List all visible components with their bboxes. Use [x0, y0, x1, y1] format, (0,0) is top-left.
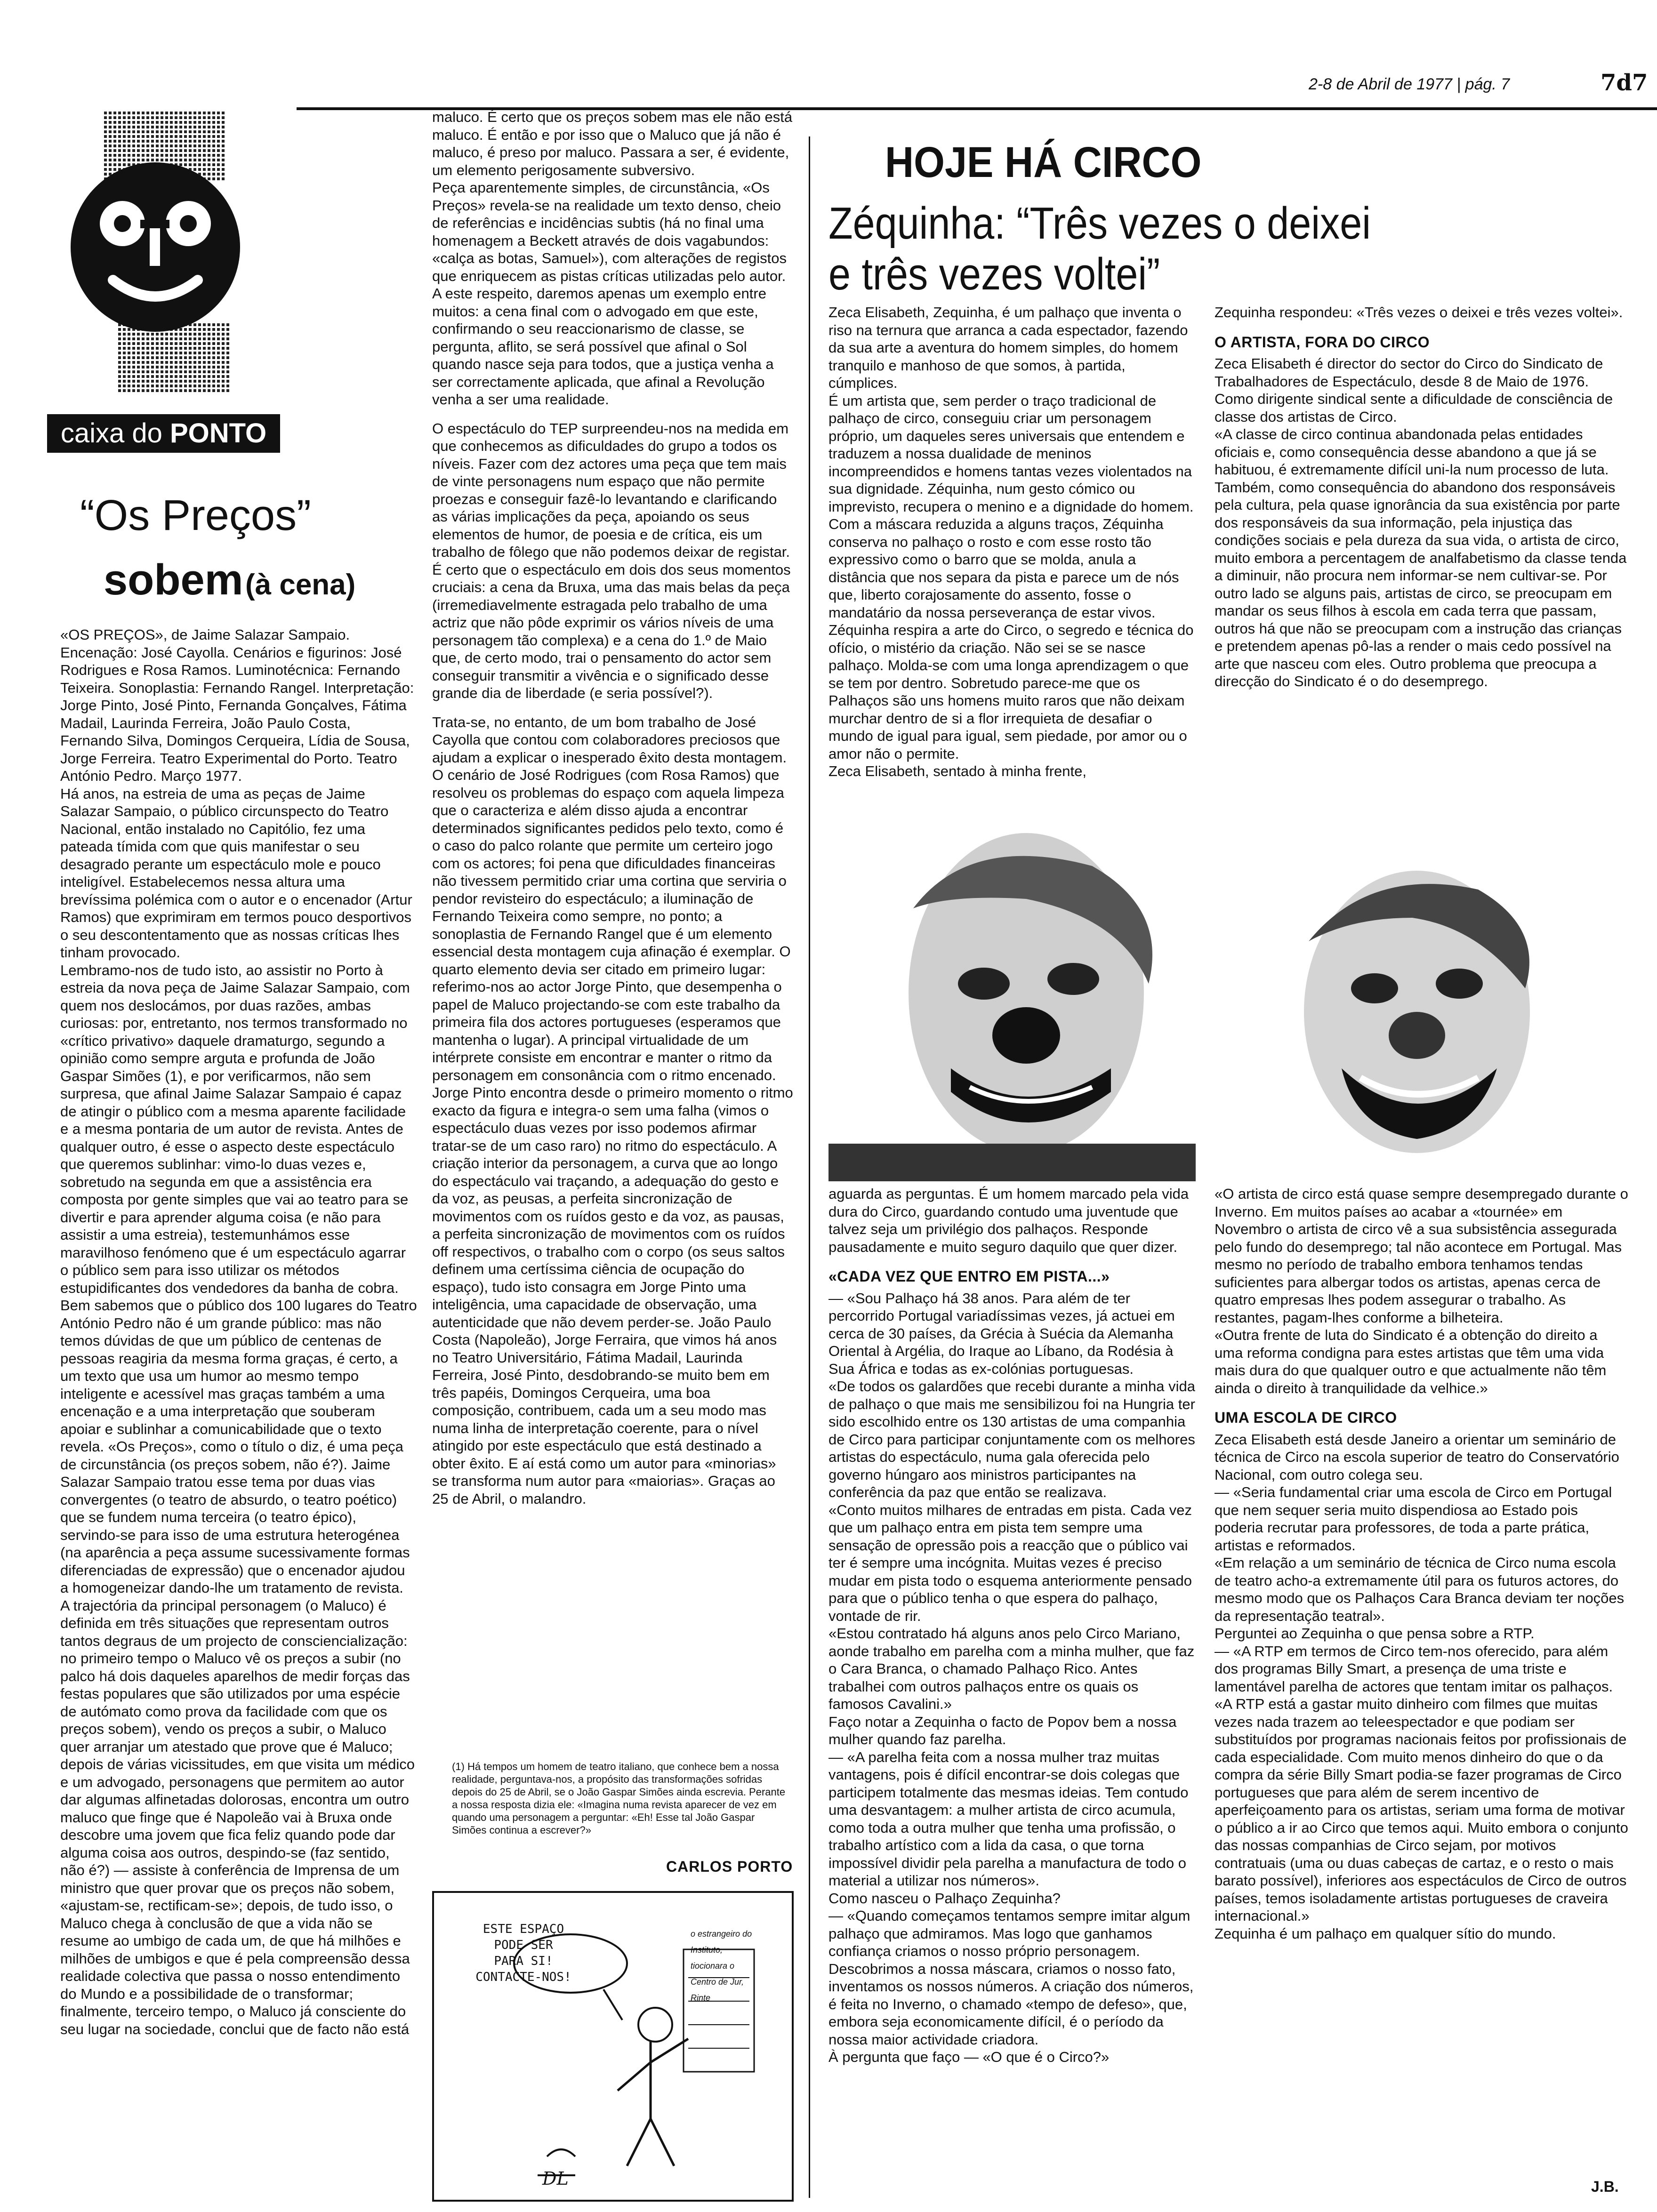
review-paragraph: O espectáculo do TEP surpreendeu-nos na medida em que conhecemos as dificuldades do grupo a todos os níveis. Fazer com dez actores uma peça que tem mais de vinte personagens num espaço que não permite proezas e conseguir fazê-lo levantando e clarificando as várias implicações da peça, apoiando os seus elementos de humor, de poesia e de crítica, eis um trabalho de fôlego que não podemos deixar de registar. É certo que o espectáculo em dois dos seus momentos cruciais: a cena da Bruxa, uma das mais belas da peça (irremediavelmente estragada pelo trabalho de uma actriz que não pôde exprimir os vários níveis de uma personagem tão complexa) e a cena do 1.º de Maio que, de certo modo, trai o pensamento do actor sem conseguir transmitir a vivência e o significado desse grande dia de liberdade (e seria possível?).	[432, 420, 791, 701]
masthead-issue: 2-8 de Abril de 1977 | pág. 7	[1309, 75, 1510, 93]
clown-photo-left	[828, 824, 1196, 1181]
ad-line: ESTE ESPAÇO	[483, 1922, 564, 1936]
column-label-plain: caixa do	[60, 418, 170, 449]
circus-paragraph: — «Sou Palhaço há 38 anos. Para além de ter percorrido Portugal variadíssimas vezes, já actuei em cerca de 30 países, da Grécia à Suécia da Alemanha Oriental à Argélia, do Iraque ao Líbano, da Rodésia à Sua África e todas as ex-colónias portuguesas.	[828, 1290, 1175, 1377]
column-logo-face-icon	[47, 111, 282, 412]
circus-paragraph: Zeca Elisabeth é director do sector do Circo do Sindicato de Trabalhadores de Espectáculo, desde 8 de Maio de 1976. Como dirigente sindical sente a dificuldade de consciência de classe dos artistas de Circo.	[1215, 355, 1613, 425]
review-paragraph: A trajectória da principal personagem (o Maluco) é definida em três situações que representam outros tantos degraus de um projecto de consciencialização: no primeiro tempo o Maluco vê os preços a subir (no palco há dois daqueles aparelhos de medir forças das festas populares que são utilizados por uma espécie de autómato como prova da facilidade com que os preços sobem), vendo os preços a subir, o Maluco quer arranjar um atestado que prove que é Maluco; depois de várias vicissitudes, em que visita um médico e um advogado, personagens que permitem ao autor dar algumas alfinetadas dolorosas, encontra um outro maluco que finge que é Napoleão vai à Bruxa onde descobre uma jovem que fica feliz quando pode dar alguma coisa aos outros, despindo-se (faz sentido, não é?) — assiste à conferência de Imprensa de um ministro que quer provar que os preços não sobem, «ajustam-se, rectificam-se»; depois, de tudo isso, o Maluco chega à conclusão de que a vida não se resume ao umbigo de cada um, de que há milhões e milhões de umbigos e que é pela compreensão dessa realidade colectiva que passa o nosso entendimento do Mundo e a possibilidade de o transformar; finalmente, terceiro tempo, o Maluco já consciente do seu lugar na sociedade, conclui que de facto não está	[60, 1597, 415, 2037]
column-divider	[809, 136, 810, 2198]
review-credits: «OS PREÇOS», de Jaime Salazar Sampaio. Encenação: José Cayolla. Cenários e figurinos: José Rodrigues e Rosa Ramos. Luminotécnica: Fernando Teixeira. Sonoplastia: Fernando Rangel. Interpretação: Jorge Pinto, José Pinto, Fernanda Gonçalves, Fátima Madail, Laurinda Ferreira, João Paulo Costa, Fernando Silva, Domingos Cerqueira, Lídia de Sousa, Jorge Ferreira. Teatro Experimental do Porto. Teatro António Pedro. Março 1977.	[60, 626, 414, 784]
review-paragraph: Há anos, na estreia de uma as peças de Jaime Salazar Sampaio, o público circunspecto do Teatro Nacional, então instalado no Capitólio, fez uma pateada tímida com que quis manifestar o seu desagrado perante um espectáculo mole e pouco inteligível. Estabelecemos nessa altura uma brevíssima polémica com o autor e o encenador (Artur Ramos) que exprimiram em termos pouco desportivos o seu descontentamento que as nossas críticas lhes tinham provocado.	[60, 785, 412, 961]
circus-column-4-top	[1215, 304, 1629, 868]
ad-line: CONTACTE-NOS!	[475, 1970, 571, 1984]
circus-column-4-bottom	[1215, 1185, 1629, 2192]
circus-paragraph: Zeca Elisabeth, sentado à minha frente,	[828, 763, 1086, 779]
circus-paragraph: Com a máscara reduzida a alguns traços, Zéquinha conserva no palhaço o rosto e com esse rosto tão expressivo como o barro que se molda, anula a distância que nos separa da pista e parece um de nós que, liberto corajosamente do assento, fosse o mandatário da nossa perseverança de estar vivos.	[828, 516, 1179, 621]
review-paragraph: maluco. É certo que os preços sobem mas ele não está maluco. É então e por isso que o Maluco que já não é maluco, é preso por maluco. Passara a ser, é evidente, um elemento perigosamente subversivo.	[432, 109, 793, 178]
ad-line: PARA SI!	[494, 1954, 553, 1968]
circus-paragraph: «Estou contratado há alguns anos pelo Circo Mariano, aonde trabalho em parelha com a minha mulher, que faz o Cara Branca, o chamado Palhaço Rico. Antes trabalhei com outros palhaços entre os quais os famosos Cavalini.»	[828, 1625, 1195, 1712]
review-title-line1: “Os Preços”	[80, 491, 311, 539]
circus-paragraph: — «A parelha feita com a nossa mulher traz muitas vantagens, pois é difícil encontrar-se dois colegas que participem totalmente das mesmas ideias. Tem contudo uma desvantagem: a mulher artista de circo acumula, como toda a outra mulher que tenha uma profissão, o trabalho artístico com a lida da casa, o que torna impossível dividir pela parelha a manufactura de todo o material a utilizar nos números».	[828, 1748, 1189, 1889]
circus-paragraph: Zequinha respondeu: «Três vezes o deixei e três vezes voltei».	[1215, 304, 1623, 321]
circus-paragraph: À pergunta que faço — «O que é o Circo?»	[828, 2049, 1110, 2065]
circus-paragraph: «Em relação a um seminário de técnica de Circo numa escola de teatro acho-a extremamente útil para os futuros actores, do mesmo modo que os Palhaços Cara Branca deviam ter noções da representação teatral».	[1215, 1555, 1625, 1624]
circus-paragraph: — «Quando começamos tentamos sempre imitar algum palhaço que admiramos. Mas logo que ganhamos confiança criamos o nosso próprio personagem. Descobrimos a nossa máscara, criamos o nosso fato, inventamos os nossos números. A criação dos números, é feita no Inverno, o chamado «tempo de defeso», que, embora seja economicamente difícil, é o período da nossa maior actividade criadora.	[828, 1907, 1194, 2048]
review-paragraph: Trata-se, no entanto, de um bom trabalho de José Cayolla que contou com colaboradores preciosos que ajudam a explicar o inesperado êxito desta montagem. O cenário de José Rodrigues (com Rosa Ramos) que resolveu os problemas do espaço com aquela limpeza que o caracteriza e além disso ajuda a encontrar determinados significantes pedidos pelo texto, como é o caso do palco rolante que permite um certeiro jogo com os actores; foi pena que dificuldades financeiras não tivessem permitido criar uma cortina que serviria o pendor revisteiro do espectáculo; a iluminação de Fernando Teixeira como sempre, no ponto; a sonoplastia de Fernando Rangel que é um elemento essencial desta montagem cuja afinação é exemplar. O quarto elemento devia ser citado em primeiro lugar: referimo-nos ao actor Jorge Pinto, que desempenha o papel de Maluco projectando-se com este trabalho da primeira fila dos actores portugueses (esperamos que mantenha o lugar). A principal virtualidade de um intérprete consiste em encontrar e manter o ritmo da personagem em consonância com o ritmo encenado. Jorge Pinto encontra desde o primeiro momento o ritmo exacto da figura e integra-o sem uma falha (vimos o espectáculo duas vezes por isso podemos afirmar tratar-se de um caso raro) no ritmo do espectáculo. A criação interior da personagem, a curva que ao longo do espectáculo vai traçando, a adequação do gesto e da voz, as peusas, a perfeita sincronização de movimentos com os ruídos gesto e da voz, as pausas, a perfeita sincronização de movimentos com os ruídos off respectivos, o trabalho com o corpo (os seus saltos definem uma certíssima ciência de ocupação do espaço), tudo isto consagra em Jorge Pinto uma inteligência, uma capacidade de observação, uma autenticidade que não devem perder-se. João Paulo Costa (Napoleão), Jorge Ferraira, que vimos há anos no Teatro Universitário, Fátima Madail, Laurinda Ferreira, José Pinto, desdobrando-se muito bem em três papéis, Domingos Cerqueira, uma boa composição, contribuem, cada um a seu modo mas numa linha de interpretação coerente, para o nível atingido por este espectáculo que está destinado a obter êxito. E aí está como um autor para «minorias» se transforma num autor para «maiorias». Graças ao 25 de Abril, o malandro.	[432, 713, 793, 1507]
review-column-2	[432, 108, 795, 1755]
circus-paragraph: É um artista que, sem perder o traço tradicional de palhaço de circo, conseguiu criar um personagem próprio, um daqueles seres universais que entendem e traduzem a nossa dualidade de meninos incompreendidos e homens tantas vezes violentados na sua dignidade. Zéquinha, num gesto cómico ou imprevisto, recupera o menino e a dignidade do homem.	[828, 392, 1194, 515]
ad-box[interactable]	[432, 1891, 794, 2202]
circus-paragraph: Zeca Elisabeth, Zequinha, é um palhaço que inventa o riso na ternura que arranca a cada espectador, fazendo da sua arte a aventura do homem simples, do homem tranquilo e manhoso de que somos, à partida, cúmplices.	[828, 304, 1188, 391]
circus-paragraph: Zéquinha respira a arte do Circo, o segredo e técnica do ofício, o mistério da criação. Não sei se se nasce palhaço. Molda-se com uma longa aprendizagem o que se tem por dentro. Sobretudo parece-me que os Palhaços são uns homens muito raros que não deixam murchar dentro de si a flor irrequieta de desafiar o mundo de igual para igual, sem piedade, por amor ou o amor não o permite.	[828, 622, 1194, 762]
circus-signature: J.B.	[1591, 2178, 1619, 2195]
circus-column-3-bottom	[828, 1185, 1196, 2202]
circus-paragraph: Perguntei ao Zequinha o que pensa sobre a RTP.	[1215, 1625, 1535, 1642]
clown-photo-right	[1215, 847, 1629, 1177]
circus-kicker: HOJE HÁ CIRCO	[885, 138, 1202, 186]
review-title-suffix: (à cena)	[245, 569, 356, 601]
circus-paragraph: «A classe de circo continua abandonada pelas entidades oficiais e, como consequência desse abandono a que já se habituou, é extremamente difícil uni-la num processo de luta. Também, como consequência do abandono dos responsáveis pela cultura, pela quase ignorância da sua existência por parte dos responsáveis da sua informação, pela injustiça das condições sociais e pela dureza da sua vida, o artista de circo, muito embora a percentagem de analfabetismo da classe tenda a diminuir, não procura nem informar-se nem cultivar-se. Por outro lado se alguns pais, artistas de circo, se preocupam em mandar os seus filhos à escola em cada terra que passam, outros há que não se preocupam com a instrução das crianças e pretendem apenas pô-las a render o mais cedo possível na arte que nasceu com eles. Outro problema que preocupa a direcção do Sindicato é o do desemprego.	[1215, 426, 1627, 689]
review-byline: CARLOS PORTO	[666, 1858, 793, 1875]
circus-paragraph: «Conto muitos milhares de entradas em pista. Cada vez que um palhaço entra em pista tem sempre uma sensação de opressão pois a reacção que o público vai ter é sempre uma incógnita. Muitas vezes é preciso mudar em pista todo o esquema anteriormente pensado para que o público tenha o que espera do palhaço, vontade de rir.	[828, 1501, 1192, 1624]
circus-paragraph: «De todos os galardões que recebi durante a minha vida de palhaço o que mais me sensibilizou foi na Hungria ter sido escolhido entre os 130 artistas de uma companhia de Circo para participar conjuntamente com os melhores artistas do espectáculo, numa gala oferecida pelo governo húngaro aos ministros participantes na conferência da paz que então se realizava.	[828, 1378, 1195, 1500]
svg-text:DL: DL	[542, 2168, 569, 2189]
circus-paragraph: Faço notar a Zequinha o facto de Popov bem a nossa mulher quando faz parelha.	[828, 1713, 1177, 1747]
circus-paragraph: Zeca Elisabeth está desde Janeiro a orientar um seminário de técnica de Circo na escola superior de teatro do Conservatório Nacional, com outro colega seu.	[1215, 1431, 1619, 1483]
circus-paragraph: — «A RTP em termos de Circo tem-nos oferecido, para além dos programas Billy Smart, a presença de uma triste e lamentável parelha de actores que tentam imitar os palhaços.	[1215, 1643, 1613, 1695]
circus-paragraph: «O artista de circo está quase sempre desempregado durante o Inverno. Em muitos países ao acabar a «tournée» em Novembro o artista de circo vê a sua subsistência assegurada pelo fundo do desemprego; tal não acontece em Portugal. Mas mesmo no período de trabalho embora tenhamos tendas suficientes para albergar todos os artistas, apenas cerca de quatro empresas lhes podem assegurar o trabalho. As restantes, pagam-lhes conforme a bilheteira.	[1215, 1186, 1628, 1326]
circus-paragraph: — «Seria fundamental criar uma escola de Circo em Portugal que nem sequer seria muito dispendiosa ao Estado pois poderia recrutar para professores, de toda a parte prática, artistas e reformados.	[1215, 1484, 1612, 1554]
review-title-line2	[104, 555, 355, 605]
ad-line: PODE SER	[494, 1938, 553, 1952]
circus-paragraph: Zequinha é um palhaço em qualquer sítio do mundo.	[1215, 1925, 1556, 1942]
review-footnote: (1) Há tempos um homem de teatro italiano, que conhece bem a nossa realidade, perguntava-nos, a propósito das transformações sofridas depois do 25 de Abril, se o João Gaspar Simões ainda escrevia. Perante a nossa resposta dizia ele: «Imagina numa revista aparecer de vez em quando uma personagem a perguntar: «Eh! Esse tal João Gaspar Simões continua a escrever?»	[452, 1761, 786, 1836]
circus-headline-line1: Zéquinha: “Três vezes o deixei	[828, 198, 1371, 248]
review-title-main: sobem	[104, 556, 243, 604]
circus-paragraph: Como nasceu o Palhaço Zequinha?	[828, 1890, 1061, 1907]
masthead-logo: 7d7	[1601, 70, 1648, 96]
circus-subheading: O ARTISTA, FORA DO CIRCO	[1215, 333, 1430, 351]
circus-subheading: UMA ESCOLA DE CIRCO	[1215, 1409, 1397, 1426]
circus-subheading: «CADA VEZ QUE ENTRO EM PISTA...»	[828, 1268, 1110, 1285]
review-column-1	[60, 626, 417, 2193]
ad-side-text: o estrangeiro do Instituto, tiocionara o Centro de Jur, Rinte	[691, 1929, 752, 2003]
column-label-bold: PONTO	[169, 418, 267, 449]
circus-paragraph: «A RTP está a gastar muito dinheiro com filmes que muitas vezes nada trazem ao teleespectador e que podiam ser substituídos por programas nacionais feitos por profissionais de cada especialidade. Com muito menos dinheiro do que o da compra da série Billy Smart podia-se fazer programas de Circo portugueses que para além de serem incentivo de aperfeiçoamento para os artistas, seriam uma forma de motivar o público a ir ao Circo que temos aqui. Muito embora o conjunto das nossas companhias de Circo sejam, por motivos contratuais (uma ou duas cabeças de cartaz, e o resto o mais barato possível), inferiores aos espectáculos de Circo de outros países, temos isoladamente artistas portugueses de craveira internacional.»	[1215, 1696, 1628, 1924]
review-paragraph: Peça aparentemente simples, de circunstância, «Os Preços» revela-se na realidade um texto denso, cheio de referências e incidências subtis (há no final uma homenagem a Beckett através de dois vagabundos: «calça as botas, Samuel»), com alterações de registos que enriquecem as pistas críticas utilizadas pelo autor. A este respeito, daremos apenas um exemplo entre muitos: a cena final com o advogado em que este, confirmando o seu reaccionarismo de classe, se pergunta, aflito, se será possível que afinal o Sol quando nasce seja para todos, que a justiça venha a ser correctamente aplicada, que afinal a Revolução venha a ser uma realidade.	[432, 179, 787, 408]
circus-paragraph: «Outra frente de luta do Sindicato é a obtenção do direito a uma reforma condigna para estes artistas que têm uma vida mais dura do que qualquer outro e que actualmente não têm ainda o direito à tranquilidade da velhice.»	[1215, 1327, 1607, 1396]
column-label	[47, 414, 280, 453]
review-paragraph: Lembramo-nos de tudo isto, ao assistir no Porto à estreia da nova peça de Jaime Salazar Sampaio, com quem nos deslocámos, por duas razões, ambas curiosas: por, entretanto, nos termos transformado no «crítico privativo» daquele dramaturgo, segundo a opinião como sempre arguta e profunda de João Gaspar Simões (1), e por verificarmos, não sem surpresa, que afinal Jaime Salazar Sampaio é capaz de atingir o público com a mesma aparente facilidade e a mesma pontaria de um autor de revista. Antes de qualquer outro, é esse o aspecto deste espectáculo que queremos sublinhar: vimo-lo duas vezes e, sobretudo na segunda em que a assistência era composta por gente simples que vai ao teatro para se divertir e para aprender alguma coisa (e não para assistir a uma estreia), testemunhámos esse maravilhoso fenómeno que é um espectáculo agarrar o público sem para isso utilizar os métodos estupidificantes dos vendedores da banha de cobra. Bem sabemos que o público dos 100 lugares do Teatro António Pedro não é um grande público: mas não temos dúvidas de que um público de centenas de pessoas reagiria da mesma forma graças, é certo, a um texto que usa um humor ao mesmo tempo inteligente e acessível mas graças também a uma encenação e a uma interpretação que souberam apoiar e sublinhar a comunicabilidade que o texto revela. «Os Preços», como o título o diz, é uma peça de circunstância (os preços sobem, não é?). Jaime Salazar Sampaio tratou esse tema por duas vias convergentes (o teatro de absurdo, o teatro poético) que se fundem numa terceira (o teatro épico), servindo-se para isso de uma estrutura heterogénea (na aparência a peça assume sucessivamente formas diferenciadas de expressão) que o encenador ajudou a homogeneizar dando-lhe um tratamento de revista.	[60, 962, 417, 1596]
ad-bubble-text	[462, 1921, 585, 1985]
circus-headline-line2: e três vezes voltei”	[828, 249, 1160, 299]
circus-paragraph: aguarda as perguntas. É um homem marcado pela vida dura do Circo, guardando contudo uma juventude que talvez seja um privilégio dos palhaços. Responde pausadamente e muito seguro daquilo que quer dizer.	[828, 1186, 1189, 1255]
